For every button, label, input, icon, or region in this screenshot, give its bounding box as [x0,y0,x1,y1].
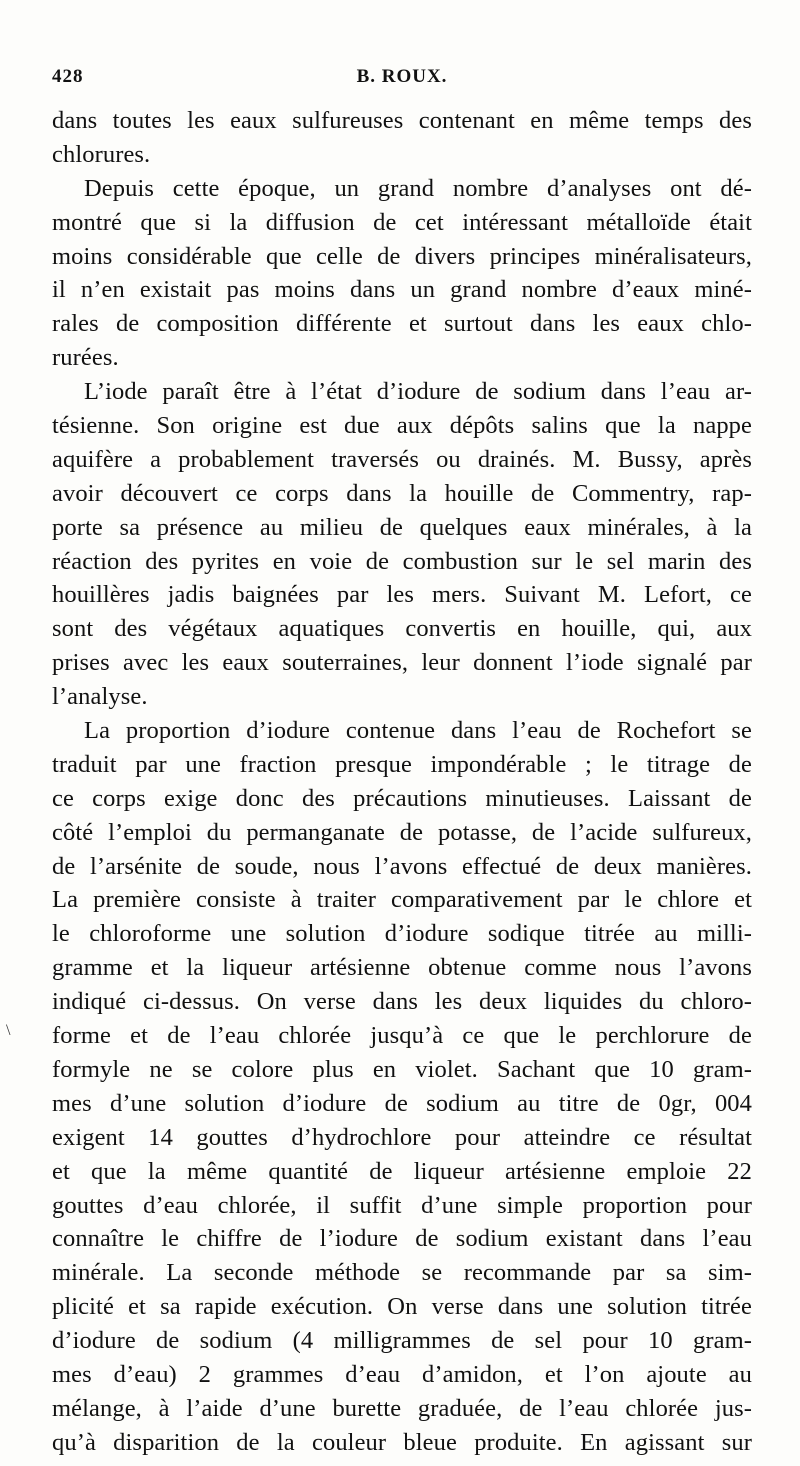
text-line: ce corps exige donc des précautions minutieuses. Laissant de [52,784,752,812]
text-line: prises avec les eaux souterraines, leur donnent l’iode signalé par [52,649,752,677]
text-line: d’iodure de sodium (4 milligrammes de sel pour 10 gram- [52,1327,752,1355]
text-line: Depuis cette époque, un grand nombre d’analyses ont dé- [84,174,752,202]
text-line: L’iode paraît être à l’état d’iodure de sodium dans l’eau ar- [84,378,752,406]
text-line: le chloroforme une solution d’iodure sodique titrée au milli- [52,920,752,948]
margin-mark: \ [6,1022,11,1039]
text-line: forme et de l’eau chlorée jusqu’à ce que le perchlorure de [52,1022,752,1050]
text-line: l’analyse. [52,683,148,711]
text-line: aquifère a probablement traversés ou drainés. M. Bussy, après [52,445,752,473]
text-line: La proportion d’iodure contenue dans l’eau de Rochefort se [84,717,752,745]
text-line: montré que si la diffusion de cet intéressant métalloïde était [52,208,752,236]
text-line: rales de composition différente et surtout dans les eaux chlo- [52,310,752,338]
text-line: moins considérable que celle de divers principes minéralisateurs, [52,242,752,270]
text-line: et que la même quantité de liqueur artésienne emploie 22 [52,1157,752,1185]
text-line: exigent 14 gouttes d’hydrochlore pour atteindre ce résultat [52,1123,752,1151]
text-line: indiqué ci-dessus. On verse dans les deux liquides du chloro- [52,988,752,1016]
text-line: gouttes d’eau chlorée, il suffit d’une simple proportion pour [52,1191,752,1219]
text-line: traduit par une fraction presque impondérable ; le titrage de [52,750,752,778]
text-line: connaître le chiffre de l’iodure de sodium existant dans l’eau [52,1225,752,1253]
text-line: qu’à disparition de la couleur bleue produite. En agissant sur [52,1428,752,1456]
text-line: houillères jadis baignées par les mers. Suivant M. Lefort, ce [52,581,752,609]
running-title: B. ROUX. [356,66,448,87]
text-line: dans toutes les eaux sulfureuses contenant en même temps des [52,107,752,134]
text-line: réaction des pyrites en voie de combustion sur le sel marin des [52,547,752,575]
text-line: formyle ne se colore plus en violet. Sachant que 10 gram- [52,1055,752,1083]
text-line: plicité et sa rapide exécution. On verse dans une solution titrée [52,1293,752,1321]
text-line: rurées. [52,344,119,372]
page-number: 428 [52,66,84,87]
text-line: minérale. La seconde méthode se recommande par sa sim- [52,1259,752,1287]
text-line: mes d’une solution d’iodure de sodium au titre de 0gr, 004 [52,1089,752,1117]
text-line: sont des végétaux aquatiques convertis en houille, qui, aux [52,615,752,643]
body-text [52,104,752,1460]
text-line: avoir découvert ce corps dans la houille de Commentry, rap- [52,479,752,507]
text-line: La première consiste à traiter comparativement par le chlore et [52,886,752,914]
page-header [52,66,752,96]
text-line: gramme et la liqueur artésienne obtenue comme nous l’avons [52,954,752,982]
text-line: de l’arsénite de soude, nous l’avons effectué de deux manières. [52,852,752,880]
text-line: mélange, à l’aide d’une burette graduée, de l’eau chlorée jus- [52,1394,752,1422]
text-line: chlorures. [52,140,151,168]
text-line: il n’en existait pas moins dans un grand nombre d’eaux miné- [52,276,752,304]
text-line: mes d’eau) 2 grammes d’eau d’amidon, et l’on ajoute au [52,1360,752,1388]
text-line: porte sa présence au milieu de quelques eaux minérales, à la [52,513,752,541]
text-line: tésienne. Son origine est due aux dépôts salins que la nappe [52,412,752,440]
text-line: côté l’emploi du permanganate de potasse, de l’acide sulfureux, [52,818,752,846]
